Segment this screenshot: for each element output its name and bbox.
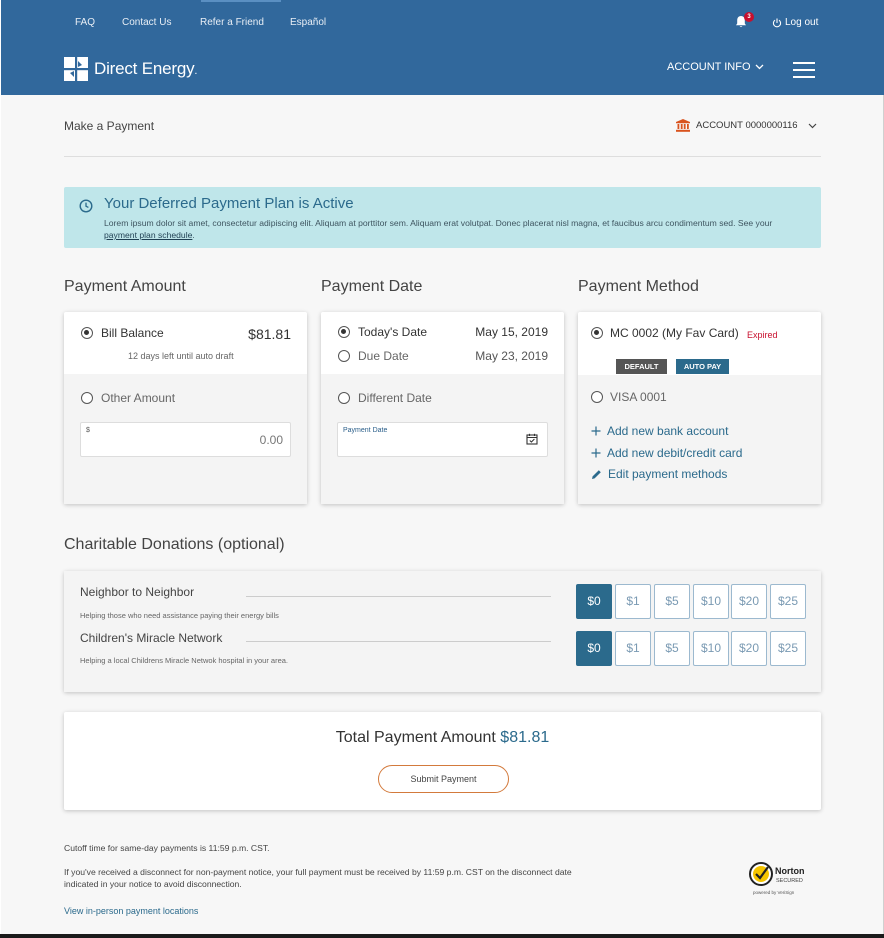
donation-neighbor-amount-20[interactable]: $20 bbox=[731, 584, 767, 619]
donation-neighbor-desc: Helping those who need assistance paying their energy bills bbox=[80, 611, 279, 620]
payment-date-field-label: Payment Date bbox=[343, 427, 388, 434]
payment-plan-schedule-link[interactable]: payment plan schedule bbox=[104, 230, 193, 240]
alert-body: Lorem ipsum dolor sit amet, consectetur adipiscing elit. Aliquam at porttitor sem. Aliquam erat volutpat. Donec placerat nisl magna, et faucibus arcu condimentum sed. See your payment plan schedule. bbox=[104, 218, 773, 240]
donation-neighbor-amount-25[interactable]: $25 bbox=[770, 584, 806, 619]
donation-neighbor-amount-10[interactable]: $10 bbox=[693, 584, 729, 619]
notification-count-badge: 3 bbox=[744, 12, 754, 22]
edit-payment-methods-link[interactable]: Edit payment methods bbox=[591, 467, 727, 481]
total-payment-label: Total Payment Amount $81.81 bbox=[335, 729, 550, 746]
active-tab-indicator bbox=[201, 0, 281, 2]
payment-amount-card bbox=[64, 312, 307, 504]
bill-balance-label: Bill Balance bbox=[101, 326, 164, 340]
deferred-plan-alert bbox=[64, 187, 821, 248]
account-selector[interactable] bbox=[676, 119, 817, 132]
chevron-down-icon bbox=[808, 123, 817, 129]
other-amount-radio[interactable] bbox=[81, 392, 93, 404]
other-amount-value: 0.00 bbox=[259, 433, 283, 447]
alert-title: Your Deferred Payment Plan is Active bbox=[104, 195, 354, 212]
plus-icon bbox=[591, 426, 601, 436]
payment-method-card bbox=[578, 312, 821, 504]
due-date-label: Due Date bbox=[358, 349, 409, 363]
brand-logo[interactable] bbox=[64, 57, 197, 81]
nav-link-espanol[interactable]: Español bbox=[290, 17, 327, 28]
nav-link-contact-us[interactable]: Contact Us bbox=[122, 17, 172, 28]
donation-neighbor-amount-1[interactable]: $1 bbox=[615, 584, 651, 619]
todays-date-label: Today's Date bbox=[358, 325, 427, 339]
total-payment-value: $81.81 bbox=[500, 729, 550, 746]
brand-name: Direct Energy. bbox=[94, 59, 198, 78]
donation-cmn-amount-25[interactable]: $25 bbox=[770, 631, 806, 666]
add-bank-account-link[interactable]: Add new bank account bbox=[591, 424, 728, 438]
donation-neighbor-name: Neighbor to Neighbor bbox=[80, 585, 195, 599]
cutoff-note: Cutoff time for same-day payments is 11:59 p.m. CST. bbox=[64, 843, 270, 853]
page-frame bbox=[1, 0, 884, 938]
default-tag: DEFAULT bbox=[616, 359, 667, 374]
page-title: Make a Payment bbox=[64, 119, 155, 133]
donations-card bbox=[64, 571, 821, 692]
payment-method-heading: Payment Method bbox=[578, 278, 699, 295]
submit-payment-button[interactable]: Submit Payment bbox=[378, 765, 509, 793]
site-header bbox=[1, 0, 884, 95]
norton-brand-text: Norton bbox=[775, 866, 805, 876]
disconnect-note: If you've received a disconnect for non-payment notice, your full payment must be received by 11:59 p.m. CST on the disconnect date indicated in your notice to avoid disconnection. bbox=[64, 867, 572, 889]
donation-cmn-amount-5[interactable]: $5 bbox=[654, 631, 690, 666]
autopay-tag: AUTO PAY bbox=[676, 359, 729, 374]
todays-date-radio[interactable] bbox=[338, 326, 350, 338]
pencil-icon bbox=[591, 469, 602, 480]
different-date-label: Different Date bbox=[358, 391, 432, 405]
other-amount-input[interactable] bbox=[80, 422, 291, 457]
autodraft-note: 12 days left until auto draft bbox=[128, 351, 234, 361]
direct-energy-logo-icon bbox=[64, 57, 88, 81]
bill-balance-radio[interactable] bbox=[81, 327, 93, 339]
card-expired-status: Expired bbox=[747, 330, 778, 340]
card-visa-0001-label: VISA 0001 bbox=[610, 390, 667, 404]
currency-symbol: $ bbox=[86, 427, 90, 434]
due-date-radio[interactable] bbox=[338, 350, 350, 362]
card-mc-0002-label: MC 0002 (My Fav Card) bbox=[610, 326, 739, 340]
other-amount-label: Other Amount bbox=[101, 391, 176, 405]
donation-cmn-name: Children's Miracle Network bbox=[80, 631, 223, 645]
calendar-icon[interactable] bbox=[526, 433, 538, 445]
header-divider bbox=[64, 156, 821, 157]
bottom-edge bbox=[0, 934, 884, 938]
due-date-value: May 23, 2019 bbox=[475, 349, 548, 363]
chevron-down-icon bbox=[755, 64, 764, 70]
payment-date-heading: Payment Date bbox=[321, 278, 423, 295]
plus-icon bbox=[591, 448, 601, 458]
donation-neighbor-amount-5[interactable]: $5 bbox=[654, 584, 690, 619]
account-info-label: ACCOUNT INFO bbox=[667, 61, 751, 73]
norton-secured-badge[interactable] bbox=[748, 857, 814, 897]
donation-cmn-amount-1[interactable]: $1 bbox=[615, 631, 651, 666]
menu-hamburger-icon[interactable] bbox=[793, 62, 815, 78]
add-debit-credit-card-link[interactable]: Add new debit/credit card bbox=[591, 446, 742, 460]
nav-link-faq[interactable]: FAQ bbox=[75, 17, 96, 28]
bank-icon bbox=[676, 119, 690, 132]
total-payment-card bbox=[64, 712, 821, 810]
donation-cmn-desc: Helping a local Childrens Miracle Netwok hospital in your area. bbox=[80, 656, 289, 665]
norton-powered-text: powered by VeriSign bbox=[753, 890, 795, 895]
different-date-radio[interactable] bbox=[338, 392, 350, 404]
payment-date-input[interactable] bbox=[337, 422, 548, 457]
norton-secured-text: SECURED bbox=[776, 878, 803, 884]
card-mc-0002-radio[interactable] bbox=[591, 327, 603, 339]
donation-cmn-amount-20[interactable]: $20 bbox=[731, 631, 767, 666]
donation-cmn-amount-10[interactable]: $10 bbox=[693, 631, 729, 666]
payment-date-card bbox=[321, 312, 564, 504]
logout-link[interactable] bbox=[772, 17, 818, 28]
clock-icon bbox=[79, 199, 93, 213]
card-visa-0001-radio[interactable] bbox=[591, 391, 603, 403]
donation-cmn-amount-0[interactable]: $0 bbox=[576, 631, 612, 666]
todays-date-value: May 15, 2019 bbox=[475, 325, 548, 339]
donation-neighbor-amount-0[interactable]: $0 bbox=[576, 584, 612, 619]
charitable-donations-heading: Charitable Donations (optional) bbox=[64, 536, 285, 553]
logout-label: Log out bbox=[785, 17, 819, 28]
view-payment-locations-link[interactable]: View in-person payment locations bbox=[64, 906, 199, 916]
nav-link-refer-a-friend[interactable]: Refer a Friend bbox=[200, 17, 264, 28]
account-number-label: ACCOUNT 0000000116 bbox=[696, 120, 798, 131]
bill-balance-value: $81.81 bbox=[248, 326, 291, 342]
account-info-dropdown[interactable] bbox=[667, 61, 764, 73]
payment-amount-heading: Payment Amount bbox=[64, 278, 186, 295]
power-icon bbox=[772, 18, 782, 28]
